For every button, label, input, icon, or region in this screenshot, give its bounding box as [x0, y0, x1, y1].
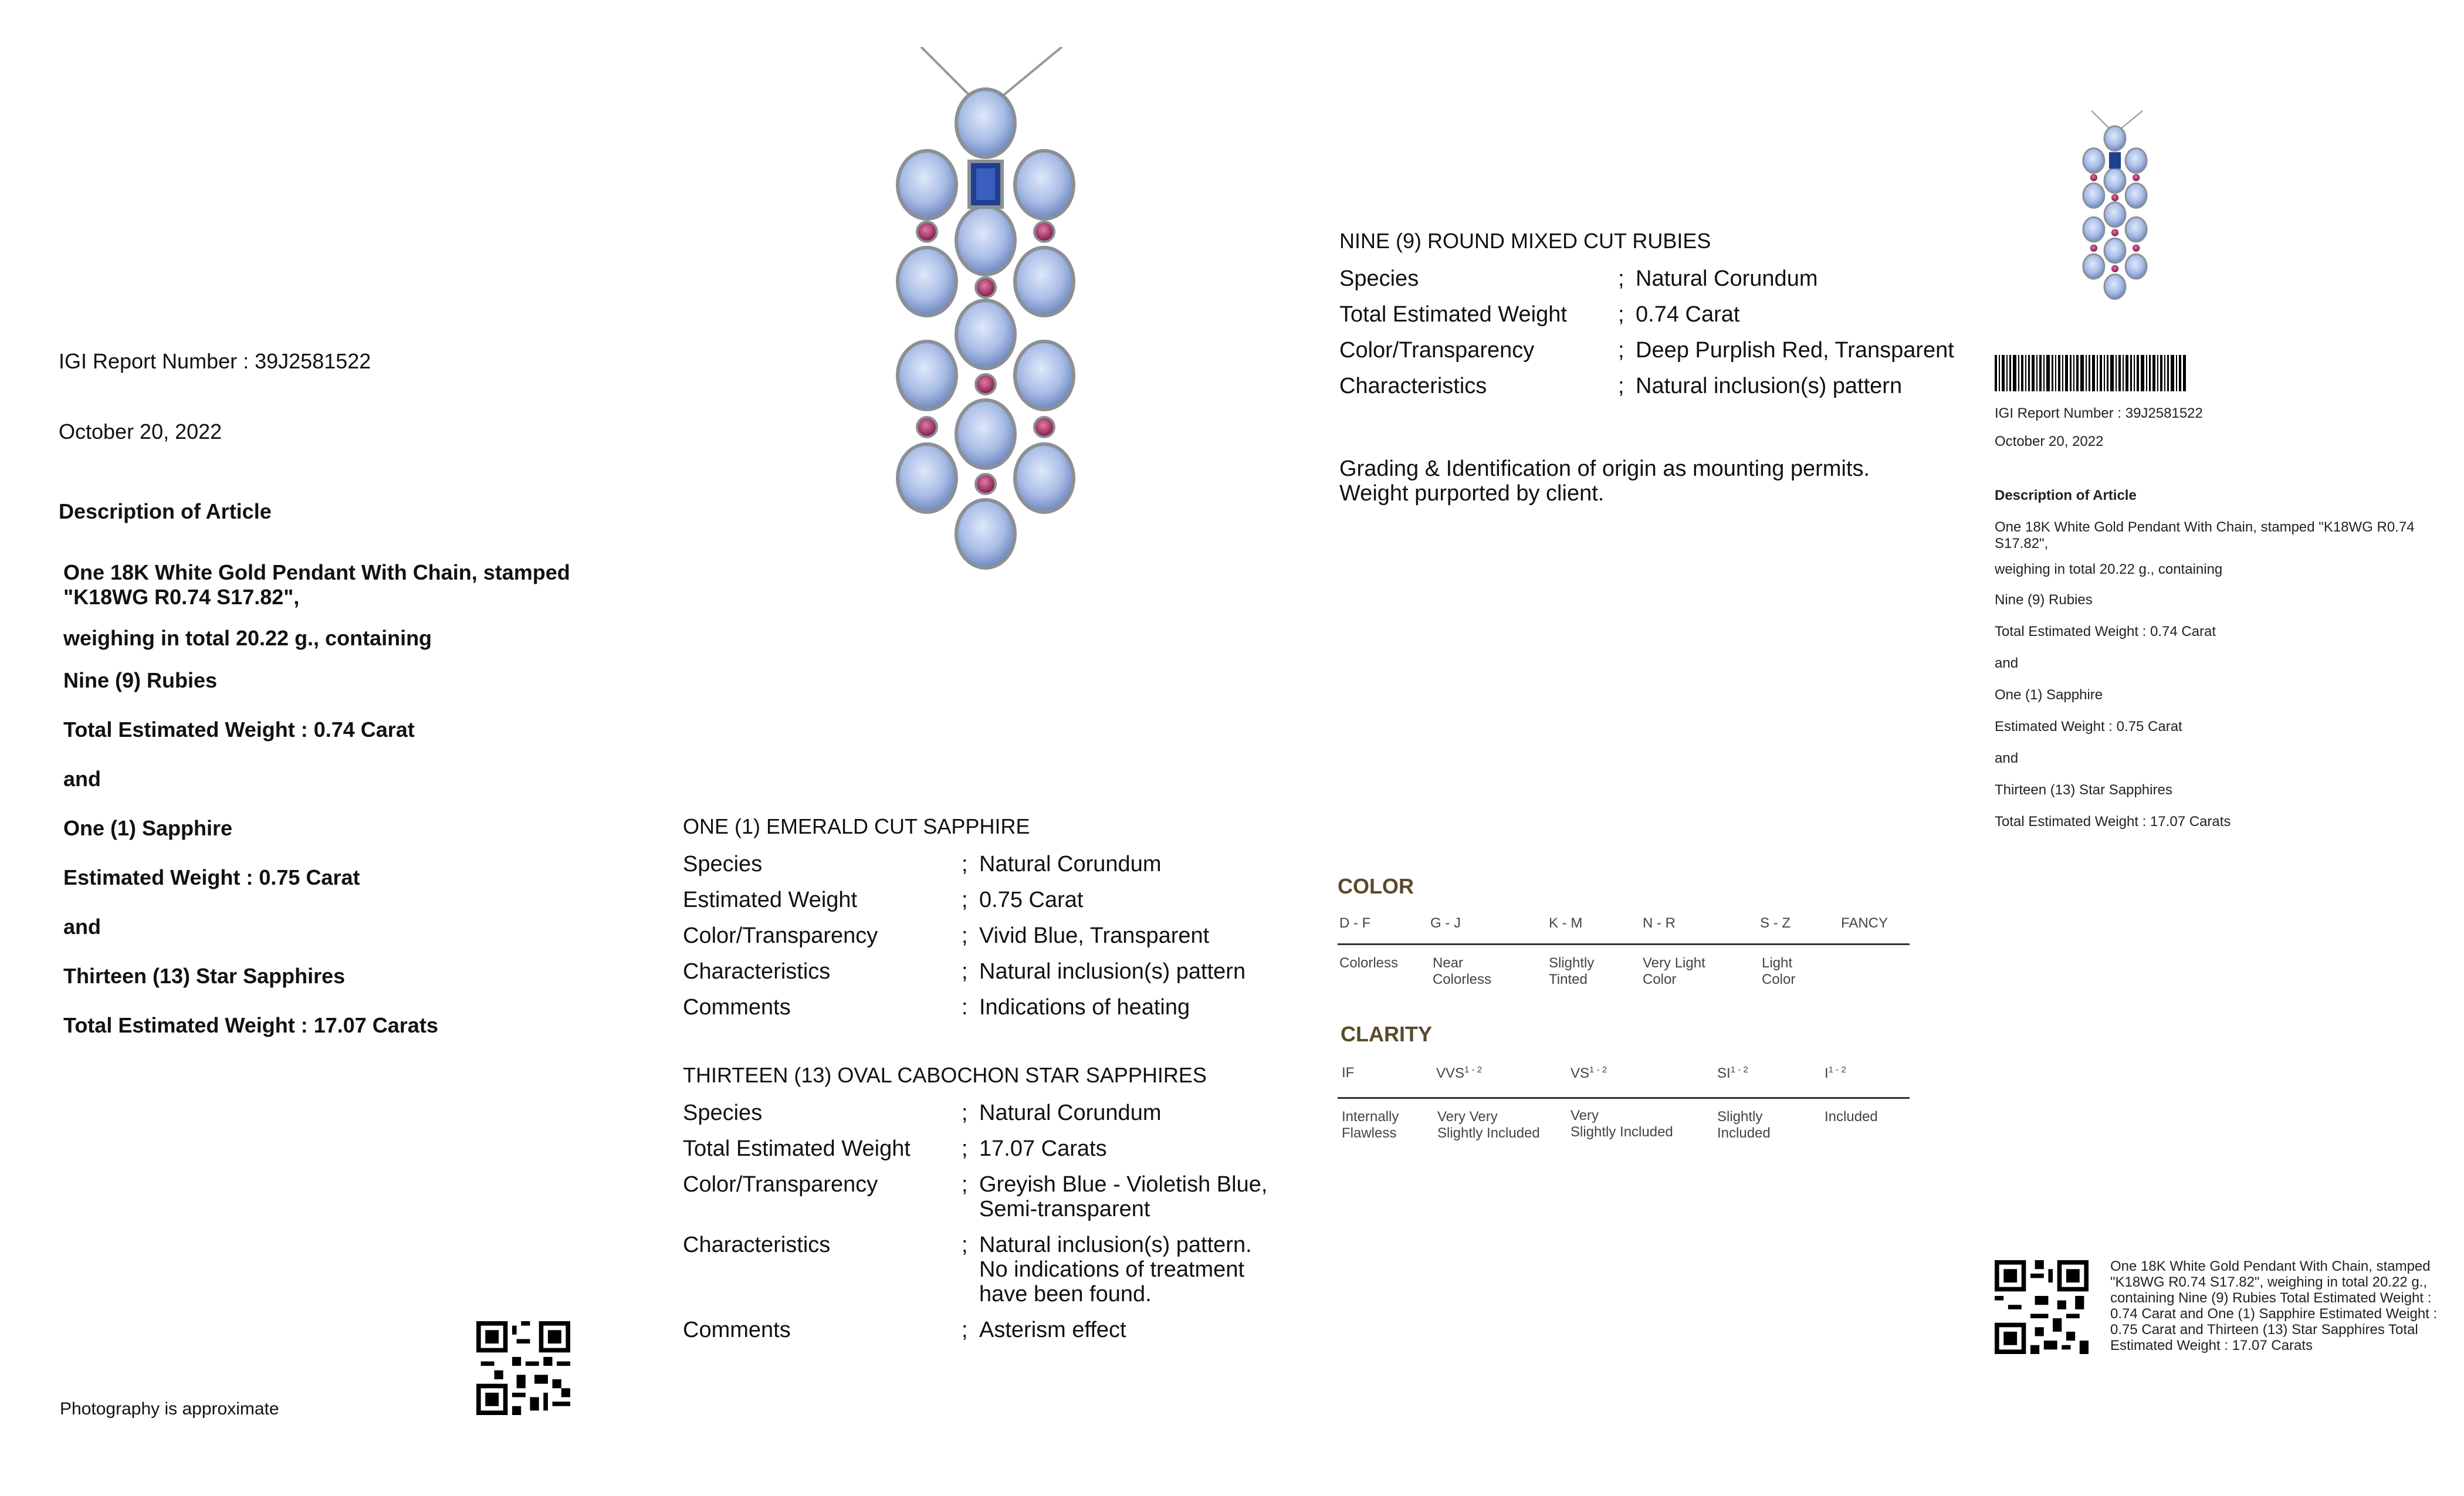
rubies-section-title: NINE (9) ROUND MIXED CUT RUBIES — [1339, 229, 1711, 253]
spec-value: Natural Corundum — [979, 1101, 1162, 1125]
right-description-line: weighing in total 20.22 g., containing — [1995, 561, 2223, 577]
clarity-grade-label: VS — [1571, 1065, 1590, 1081]
rubies-spec-table — [1339, 266, 1954, 409]
description-line: Total Estimated Weight : 17.07 Carats — [63, 1013, 438, 1037]
spec-row — [683, 1172, 1267, 1233]
clarity-desc: Included — [1825, 1109, 1878, 1125]
spec-value: Natural inclusion(s) pattern. No indications of treatment have been found. — [979, 1233, 1252, 1307]
spec-row — [683, 1233, 1267, 1318]
description-line: Thirteen (13) Star Sapphires — [63, 964, 346, 988]
star-section-title: THIRTEEN (13) OVAL CABOCHON STAR SAPPHIRES — [683, 1063, 1207, 1087]
spec-row — [683, 923, 1245, 959]
pendant-photo — [880, 47, 1091, 587]
spec-sep: ; — [962, 959, 968, 984]
pendant-thumbnail — [2077, 103, 2153, 314]
clarity-grade-sup: 1 - 2 — [1730, 1065, 1748, 1075]
spec-sep: ; — [962, 1233, 968, 1257]
spec-sep: : — [962, 995, 968, 1020]
report-date: October 20, 2022 — [59, 419, 222, 444]
color-grade: N - R — [1643, 915, 1676, 931]
right-description-line: and — [1995, 750, 2019, 766]
clarity-grade-label: VVS — [1436, 1065, 1465, 1081]
spec-value: 0.74 Carat — [1636, 302, 1740, 327]
spec-sep: ; — [1618, 374, 1624, 398]
emerald-spec-table — [683, 852, 1245, 1031]
clarity-grade — [1571, 1065, 1607, 1082]
color-desc: Colorless — [1339, 955, 1399, 971]
right-description-line: One 18K White Gold Pendant With Chain, stamped "K18WG R0.74 S17.82", — [1995, 519, 2415, 551]
color-grade: D - F — [1339, 915, 1371, 931]
barcode — [1995, 355, 2188, 391]
spec-sep: ; — [1618, 338, 1624, 363]
spec-sep: ; — [962, 1172, 968, 1197]
clarity-grade-sup: 1 - 2 — [1589, 1065, 1607, 1075]
spec-key: Color/Transparency — [1339, 338, 1535, 363]
right-description-line: and — [1995, 655, 2019, 671]
clarity-grade — [1436, 1065, 1482, 1082]
color-scale-divider — [1338, 943, 1910, 945]
spec-value: Asterism effect — [979, 1318, 1126, 1342]
description-lines — [63, 560, 603, 1038]
spec-value: Natural Corundum — [979, 852, 1162, 876]
spec-sep: ; — [962, 888, 968, 912]
clarity-grade — [1717, 1065, 1748, 1082]
clarity-grade-label: IF — [1342, 1065, 1355, 1081]
spec-key: Characteristics — [1339, 374, 1487, 398]
description-line: Nine (9) Rubies — [63, 668, 218, 692]
clarity-grade — [1342, 1065, 1354, 1081]
qr-code-right — [1995, 1260, 2089, 1354]
spec-value: Natural inclusion(s) pattern — [1636, 374, 1903, 398]
spec-key: Color/Transparency — [683, 1172, 878, 1197]
spec-row — [683, 852, 1245, 888]
spec-row — [683, 995, 1245, 1031]
spec-value: Indications of heating — [979, 995, 1190, 1020]
spec-key: Total Estimated Weight — [1339, 302, 1567, 327]
spec-sep: ; — [1618, 302, 1624, 327]
spec-sep: ; — [962, 1136, 968, 1161]
clarity-grade-sup: 1 - 2 — [1464, 1065, 1483, 1075]
spec-key: Estimated Weight — [683, 888, 858, 912]
color-desc: Very Light Color — [1643, 955, 1705, 987]
spec-value: Greyish Blue - Violetish Blue, Semi-transparent — [979, 1172, 1268, 1221]
right-description-lines — [1995, 519, 2417, 830]
right-description-heading: Description of Article — [1995, 488, 2137, 503]
grading-note — [1339, 456, 1870, 506]
right-description-line: Nine (9) Rubies — [1995, 592, 2093, 608]
color-desc: Near Colorless — [1433, 955, 1492, 987]
right-report-date: October 20, 2022 — [1995, 434, 2104, 449]
spec-sep: ; — [962, 1101, 968, 1125]
spec-key: Color/Transparency — [683, 923, 878, 948]
spec-key: Comments — [683, 995, 791, 1020]
photo-note: Photography is approximate — [60, 1399, 279, 1419]
clarity-grade-label: SI — [1717, 1065, 1731, 1081]
grading-note-line: Weight purported by client. — [1339, 481, 1605, 506]
color-desc: Light Color — [1762, 955, 1796, 987]
spec-sep: ; — [962, 852, 968, 876]
spec-value: Deep Purplish Red, Transparent — [1636, 338, 1954, 363]
spec-key: Species — [683, 1101, 763, 1125]
spec-key: Comments — [683, 1318, 791, 1342]
right-description-line: Estimated Weight : 0.75 Carat — [1995, 719, 2182, 735]
spec-key: Species — [683, 852, 763, 876]
spec-row — [1339, 338, 1954, 374]
clarity-grade-label: I — [1825, 1065, 1829, 1081]
color-scale-title: COLOR — [1338, 874, 1414, 898]
clarity-desc: Internally Flawless — [1342, 1109, 1399, 1141]
qr-code-left — [476, 1321, 570, 1415]
qr-caption: One 18K White Gold Pendant With Chain, stamped "K18WG R0.74 S17.82", weighing in total 20.22 g., containing Nine (9) Rubies Total Estimated Weight : 0.74 Carat and One (1) Sapphire Estimated Weight : 0.75 Carat and Thirteen (13) Star Sapphires Total Estimated Weight : 17.07 Carats — [2110, 1258, 2438, 1353]
color-grade: K - M — [1549, 915, 1583, 931]
color-grade: FANCY — [1841, 915, 1888, 931]
spec-sep: ; — [1618, 266, 1624, 291]
spec-sep: ; — [962, 923, 968, 948]
spec-key: Characteristics — [683, 959, 831, 984]
spec-row — [683, 959, 1245, 995]
spec-key: Total Estimated Weight — [683, 1136, 911, 1161]
spec-row — [683, 1318, 1267, 1353]
grading-note-line: Grading & Identification of origin as mounting permits. — [1339, 456, 1870, 481]
spec-value: 17.07 Carats — [979, 1136, 1107, 1161]
report-number: IGI Report Number : 39J2581522 — [59, 349, 371, 373]
description-line: and — [63, 915, 101, 939]
clarity-desc: Very Slightly Included — [1571, 1108, 1673, 1140]
right-report-number: IGI Report Number : 39J2581522 — [1995, 405, 2203, 421]
color-grade: S - Z — [1760, 915, 1791, 931]
spec-row — [1339, 302, 1954, 338]
spec-row — [1339, 266, 1954, 302]
description-line: Estimated Weight : 0.75 Carat — [63, 865, 360, 889]
spec-value: Natural inclusion(s) pattern — [979, 959, 1246, 984]
clarity-scale-title: CLARITY — [1341, 1022, 1432, 1046]
description-line: One (1) Sapphire — [63, 816, 233, 840]
clarity-desc: Very Very Slightly Included — [1437, 1109, 1540, 1141]
spec-row — [683, 1136, 1267, 1172]
right-description-line: Total Estimated Weight : 0.74 Carat — [1995, 624, 2216, 639]
star-spec-table — [683, 1101, 1267, 1353]
spec-row — [1339, 374, 1954, 409]
description-line: Total Estimated Weight : 0.74 Carat — [63, 717, 415, 742]
spec-value: Natural Corundum — [1636, 266, 1818, 291]
right-description-line: Thirteen (13) Star Sapphires — [1995, 782, 2172, 798]
spec-key: Characteristics — [683, 1233, 831, 1257]
clarity-grade — [1825, 1065, 1846, 1082]
right-description-line: One (1) Sapphire — [1995, 687, 2103, 703]
description-heading: Description of Article — [59, 499, 272, 523]
clarity-desc: Slightly Included — [1717, 1109, 1771, 1141]
emerald-section-title: ONE (1) EMERALD CUT SAPPHIRE — [683, 814, 1030, 838]
spec-key: Species — [1339, 266, 1419, 291]
clarity-grade-sup: 1 - 2 — [1828, 1065, 1846, 1075]
spec-row — [683, 1101, 1267, 1136]
description-line: and — [63, 767, 101, 791]
spec-value: 0.75 Carat — [979, 888, 1084, 912]
spec-sep: ; — [962, 1318, 968, 1342]
clarity-scale-divider — [1338, 1097, 1910, 1099]
color-grade: G - J — [1430, 915, 1461, 931]
description-line: One 18K White Gold Pendant With Chain, stamped "K18WG R0.74 S17.82", — [63, 560, 570, 609]
spec-value: Vivid Blue, Transparent — [979, 923, 1210, 948]
description-line: weighing in total 20.22 g., containing — [63, 626, 432, 650]
right-description-line: Total Estimated Weight : 17.07 Carats — [1995, 814, 2231, 830]
spec-row — [683, 888, 1245, 923]
color-desc: Slightly Tinted — [1549, 955, 1595, 987]
